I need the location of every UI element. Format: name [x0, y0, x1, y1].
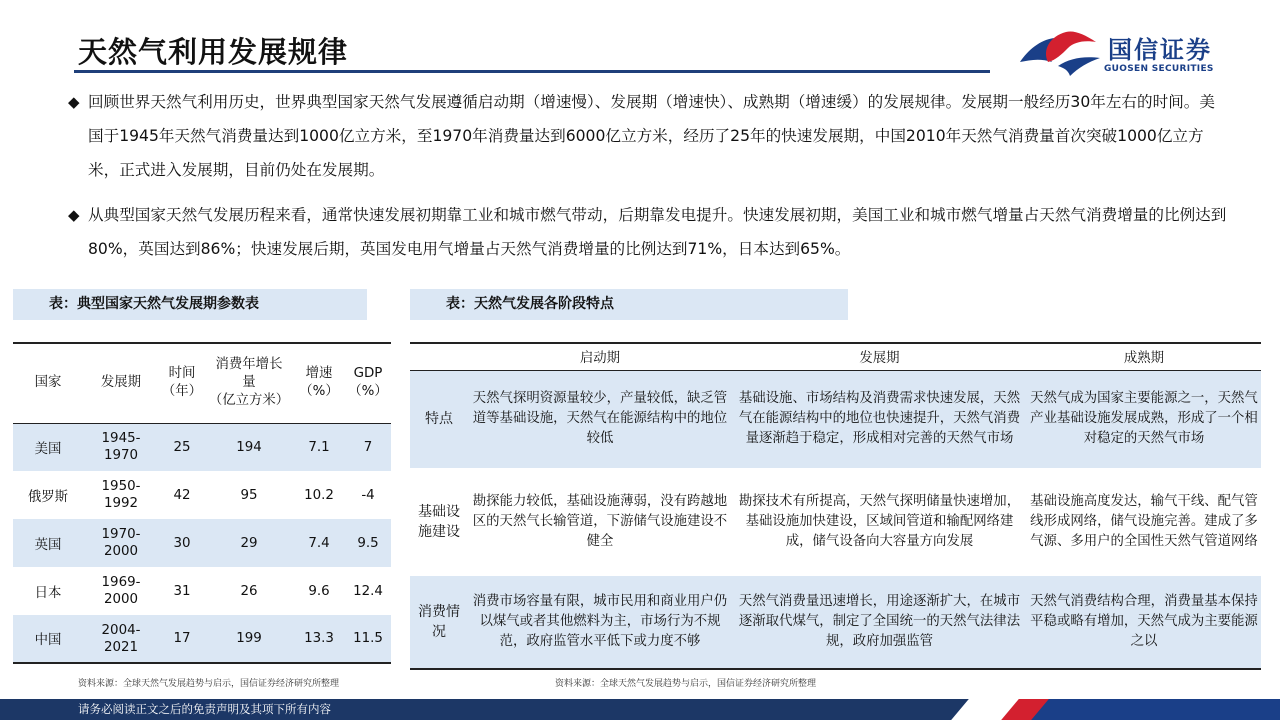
growth-rate-cell: 9.6 — [308, 583, 330, 599]
table-header-row — [410, 343, 1261, 370]
gdp-cell: 11.5 — [345, 615, 391, 663]
bullet-text: 从典型国家天然气发展历程来看，通常快速发展初期靠工业和城市燃气带动，后期靠发电提升。快速发展初期，美国工业和城市燃气增量占天然气消费增量的比例达到80%，英国达到86%；快速发展后期，英国发电用气增量占天然气消费增量的比例达到71%，日本达到65%。 — [88, 206, 1227, 258]
growth-volume-cell: 95 — [240, 487, 258, 503]
growth-volume-cell: 194 — [205, 423, 293, 471]
country-cell: 中国 — [13, 615, 83, 663]
column-header: 增速 （%） — [293, 343, 345, 423]
bullet-2 — [68, 198, 1228, 266]
gdp-cell: -4 — [361, 487, 375, 503]
table1-source-note: 资料来源：全球天然气发展趋势与启示，国信证券经济研究所整理 — [78, 679, 340, 689]
bullet-1 — [68, 85, 1228, 187]
period-cell: 2004- 2021 — [83, 615, 159, 663]
page-title: 天然气利用发展规律 — [78, 35, 349, 69]
column-header: 成熟期 — [1027, 343, 1261, 370]
diamond-bullet-icon: ◆ — [68, 206, 80, 224]
column-header: 国家 — [13, 343, 83, 423]
stage-cell: 天然气成为国家主要能源之一，天然气产业基础设施发展成熟，形成了一个相对稳定的天然气市场 — [1027, 370, 1261, 470]
years-cell: 30 — [159, 519, 205, 567]
column-header: GDP （%） — [345, 343, 391, 423]
stage-cell: 天然气消费量迅速增长，用途逐渐扩大，在城市逐渐取代煤气，制定了全国统一的天然气法律法规，政府加强监管 — [732, 573, 1027, 669]
column-header: 时间 （年） — [159, 343, 205, 423]
logo-english-name: GUOSEN SECURITIES — [1104, 64, 1214, 74]
growth-rate-cell: 7.4 — [293, 519, 345, 567]
growth-rate-cell: 7.1 — [293, 423, 345, 471]
logo-mark-icon — [1018, 28, 1102, 80]
gdp-cell: 9.5 — [345, 519, 391, 567]
column-header: 发展期 — [83, 343, 159, 423]
country-cell: 俄罗斯 — [27, 489, 69, 505]
row-header: 基础设 施建设 — [410, 470, 468, 573]
period-cell: 1945- 1970 — [83, 423, 159, 471]
stage-cell: 天然气探明资源量较少，产量较低，缺乏管道等基础设施，天然气在能源结构中的地位较低 — [468, 370, 732, 470]
stage-cell: 消费市场容量有限，城市民用和商业用户仍以煤气或者其他燃料为主，市场行为不规范，政府监管水平低下或力度不够 — [468, 573, 732, 669]
table-row — [13, 471, 391, 519]
footer-bar — [0, 699, 1280, 720]
table2-caption: 表：天然气发展各阶段特点 — [410, 289, 848, 320]
title-underline — [74, 70, 990, 73]
table-row — [13, 615, 391, 663]
country-cell: 美国 — [13, 423, 83, 471]
period-cell: 1970- 2000 — [83, 519, 159, 567]
period-cell: 1950- 1992 — [101, 479, 141, 511]
table-row — [13, 423, 391, 471]
stage-cell: 勘探能力较低，基础设施薄弱，没有跨越地区的天然气长输管道，下游储气设施建设不健全 — [468, 470, 732, 573]
table-row — [13, 519, 391, 567]
row-header: 特点 — [410, 370, 468, 470]
footer-disclaimer: 请务必阅读正文之后的免责声明及其项下所有内容 — [78, 702, 331, 716]
table-header-row — [13, 343, 391, 423]
stage-characteristics-table — [410, 342, 1261, 670]
column-header — [410, 343, 468, 370]
diamond-bullet-icon: ◆ — [68, 93, 80, 111]
country-cell: 英国 — [13, 519, 83, 567]
table-row — [410, 573, 1261, 669]
guosen-logo — [1018, 28, 1218, 80]
years-cell: 31 — [173, 583, 191, 599]
column-header: 发展期 — [732, 343, 1027, 370]
development-parameters-table — [13, 342, 391, 664]
footer-stripe-decoration — [1031, 699, 1280, 720]
table-row — [410, 370, 1261, 470]
country-cell: 日本 — [34, 585, 62, 601]
growth-volume-cell: 26 — [240, 583, 258, 599]
years-cell: 42 — [173, 487, 191, 503]
logo-chinese-name: 国信证券 — [1108, 36, 1212, 64]
period-cell: 1969- 2000 — [101, 575, 141, 607]
stage-cell: 基础设施、市场结构及消费需求快速发展，天然气在能源结构中的地位也快速提升，天然气消费量逐渐趋于稳定，形成相对完善的天然气市场 — [732, 370, 1027, 470]
growth-rate-cell: 10.2 — [304, 487, 334, 503]
stage-cell: 基础设施高度发达，输气干线、配气管线形成网络，储气设施完善。建成了多气源、多用户的全国性天然气管道网络 — [1027, 470, 1261, 573]
table2-source-note: 资料来源：全球天然气发展趋势与启示，国信证券经济研究所整理 — [555, 679, 817, 689]
column-header: 启动期 — [468, 343, 732, 370]
years-cell: 25 — [159, 423, 205, 471]
growth-volume-cell: 199 — [205, 615, 293, 663]
growth-volume-cell: 29 — [205, 519, 293, 567]
gdp-cell: 12.4 — [353, 583, 383, 599]
table-row — [410, 470, 1261, 573]
bullet-text: 回顾世界天然气利用历史，世界典型国家天然气发展遵循启动期（增速慢）、发展期（增速快）、成熟期（增速缓）的发展规律。发展期一般经历30年左右的时间。美国于1945年天然气消费量达到1000亿立方米，至1970年消费量达到6000亿立方米，经历了25年的快速发展期，中国2010年天然气消费量首次突破1000亿立方米，正式进入发展期，目前仍处在发展期。 — [88, 93, 1215, 179]
gdp-cell: 7 — [345, 423, 391, 471]
stage-cell: 天然气消费结构合理，消费量基本保持平稳或略有增加，天然气成为主要能源之以 — [1027, 573, 1261, 669]
column-header: 消费年增长 量 （亿立方米） — [205, 343, 293, 423]
years-cell: 17 — [159, 615, 205, 663]
row-header: 消费情 况 — [410, 573, 468, 669]
table-row — [13, 567, 391, 615]
growth-rate-cell: 13.3 — [293, 615, 345, 663]
table1-caption: 表：典型国家天然气发展期参数表 — [13, 289, 367, 320]
stage-cell: 勘探技术有所提高，天然气探明储量快速增加，基础设施加快建设，区域间管道和输配网络建成，储气设备向大容量方向发展 — [732, 470, 1027, 573]
